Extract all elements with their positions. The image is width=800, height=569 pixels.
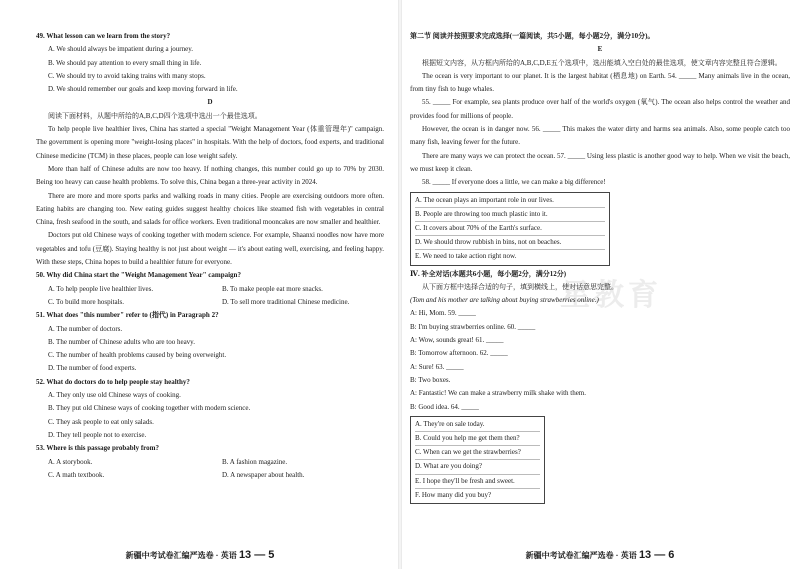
section-4-header: Ⅳ. 补全对话(本题共6小题，每小题2分，满分12分) [410, 269, 567, 278]
option: A. The number of doctors. [48, 324, 123, 333]
box-option: F. How many did you buy? [415, 490, 492, 499]
option: A. A storybook. [48, 457, 93, 466]
passage-paragraph: 58. _____ If everyone does a little, we can make a big difference! [422, 178, 606, 187]
dialogue-line: A: Sure! 63. _____ [410, 362, 464, 371]
option: C. The number of health problems caused by being overweight. [48, 351, 227, 360]
option: B. To make people eat more snacks. [222, 284, 323, 293]
dialogue-scene: (Tom and his mother are talking about buying strawberries online.) [410, 296, 599, 305]
right-column [410, 30, 790, 506]
section-2-header: 第二节 阅读并按照要求完成选择(一篇阅读，共5小题，每小题2分，满分10分)。 [410, 32, 655, 40]
box-option: A. The ocean plays an important role in our lives. [415, 194, 605, 208]
right-page [400, 0, 800, 569]
left-column [36, 30, 384, 482]
question-52-stem: 52. What do doctors do to help people stay healthy? [36, 377, 190, 386]
option: A. We should always be impatient during a journey. [48, 45, 194, 54]
option: B. We should pay attention to every small thing in life. [48, 58, 202, 67]
dialogue-line: B: Tomorrow afternoon. 62. _____ [410, 349, 508, 358]
section-e-letter: E [597, 45, 603, 54]
question-53 [36, 442, 384, 482]
box-option: D. What are you doing? [415, 460, 540, 474]
page-number: 13 — 6 [638, 549, 675, 561]
dialogue-line: B: I'm buying strawberries online. 60. _____ [410, 322, 536, 331]
question-51 [36, 309, 384, 375]
question-51-stem: 51. What does "this number" refer to (指代) in Paragraph 2? [36, 311, 219, 320]
passage-paragraph: However, the ocean is in danger now. 56. _____ This makes the water dirty and harms sea animals. Also, some people catch too many fish, leaving fewer for the future. [410, 125, 790, 147]
option: B. The number of Chinese adults who are too heavy. [48, 337, 195, 346]
question-53-stem: 53. Where is this passage probably from? [36, 444, 159, 453]
dialogue-line: A: Wow, sounds great! 61. _____ [410, 336, 504, 345]
box-option: C. It covers about 70% of the Earth's surface. [415, 222, 605, 236]
options-box-e [410, 192, 610, 266]
passage-paragraph: 55. _____ For example, sea plants produce over half of the world's oxygen (氧气). The ocean also helps control the weather and provides food for millions of people. [410, 98, 790, 120]
right-footer [400, 549, 800, 561]
option: A. They only use old Chinese ways of cooking. [48, 391, 181, 400]
passage-paragraph: To help people live healthier lives, China has started a special "Weight Management Year (体重管理年)" campaign. The government is opening more "weight-losing places" in hospitals. With the help of doctors, food experts, and traditional Chinese medicine (TCM) in these places, people can lose weight safely. [36, 125, 384, 160]
box-option: E. I hope they'll be fresh and sweet. [415, 475, 540, 489]
option: D. We should remember our goals and keep moving forward in life. [48, 85, 238, 94]
option: C. They ask people to eat only salads. [48, 417, 154, 426]
option: D. A newspaper about health. [222, 470, 305, 479]
option: D. The number of food experts. [48, 364, 137, 373]
passage-paragraph: Doctors put old Chinese ways of cooking together with modern science. For example, Shaanxi noodles now have more vegetables and tofu (豆腐). Staying healthy is not just about weight — it's about eating well, exercising, and feeling happy. With these steps, China hopes to build a healthier future for everyone. [36, 231, 384, 267]
option: B. A fashion magazine. [222, 457, 288, 466]
passage-paragraph: More than half of Chinese adults are now too heavy. If nothing changes, this number could go up to 70% by 2030. Being too heavy can cause health problems. To solve this, China began a three-year activity in 2024. [36, 164, 384, 187]
passage-paragraph: The ocean is very important to our planet. It is the largest habitat (栖息地) on Earth. 54. _____ Many animals live in the ocean, from tiny fish to huge whales. [410, 71, 790, 94]
dialogue-line: A: Fantastic! We can make a strawberry milk shake with them. [410, 389, 587, 398]
page-number: 13 — 5 [238, 549, 275, 561]
dialogue-line: B: Good idea. 64. _____ [410, 402, 479, 411]
box-option: B. Could you help me get them then? [415, 432, 540, 446]
box-option: D. We should throw rubbish in bins, not on beaches. [415, 236, 605, 250]
question-49 [36, 30, 384, 96]
footer-title: 新疆中考试卷汇编严选卷 · 英语 [125, 551, 237, 560]
option: C. To build more hospitals. [48, 297, 124, 306]
option: C. A math textbook. [48, 470, 105, 479]
question-50-stem: 50. Why did China start the "Weight Management Year" campaign? [36, 271, 241, 280]
box-option: B. People are throwing too much plastic into it. [415, 208, 605, 222]
box-option: C. When can we get the strawberries? [415, 446, 540, 460]
section-4-instruction: 从下面方框中选择合适的句子，填到横线上，使对话意思完整。 [422, 282, 618, 291]
dialogue-line: B: Two boxes. [410, 375, 451, 384]
option: B. They put old Chinese ways of cooking together with modern science. [48, 404, 251, 413]
question-50 [36, 269, 384, 309]
section-e-instruction: 根据短文内容，从方框内所给的A,B,C,D,E五个选项中，选出能填入空白处的最佳选项，使文章内容完整且符合逻辑。 [422, 58, 782, 67]
watermark: 星教育 [560, 278, 662, 313]
passage-paragraph: There are more and more sports parks and walking roads in many cities. People are exercising outdoors more often. Eating habits are changing too. New eating guides suggest healthy choices like steamed fish with vegetables in central China, fresh seafood in the south, and salads for office workers. Even traditional mooncakes are now smaller and healthier. [36, 191, 384, 227]
option: C. We should try to avoid taking trains with many stops. [48, 71, 206, 80]
question-49-stem: 49. What lesson can we learn from the story? [36, 32, 171, 40]
left-footer [0, 549, 400, 561]
dialogue-line: A: Hi, Mom. 59. _____ [410, 309, 476, 318]
option: A. To help people live healthier lives. [48, 284, 154, 293]
section-d-instruction: 阅读下面材料，从题中所给的A,B,C,D四个选项中选出一个最佳选项。 [48, 111, 262, 120]
option: D. They tell people not to exercise. [48, 430, 147, 439]
box-option: E. We need to take action right now. [415, 252, 517, 261]
options-box-dialogue [410, 416, 545, 504]
footer-title: 新疆中考试卷汇编严选卷 · 英语 [525, 551, 637, 560]
passage-paragraph: There are many ways we can protect the ocean. 57. _____ Using less plastic is another good way to help. When we visit the beach, we must keep it clean. [410, 151, 790, 173]
question-52 [36, 376, 384, 442]
section-d-letter: D [207, 98, 213, 107]
option: D. To sell more traditional Chinese medicine. [222, 297, 350, 306]
box-option: A. They're on sale today. [415, 418, 540, 432]
